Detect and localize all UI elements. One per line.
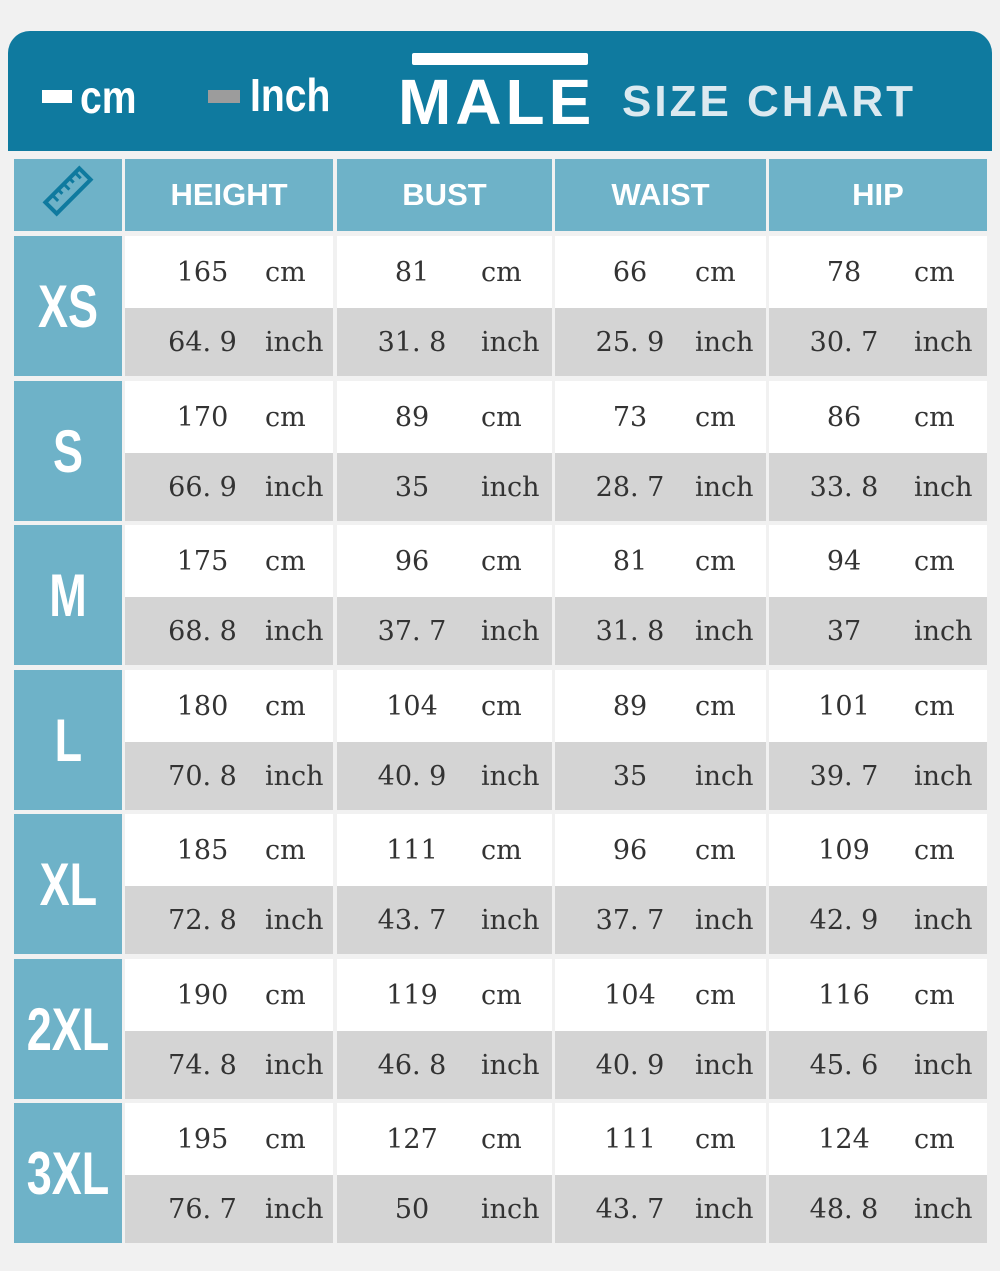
- measurement-cell-height-cm: [125, 381, 333, 453]
- measurement-cell-waist-inch: [555, 1175, 766, 1243]
- size-label-text: M: [49, 561, 87, 629]
- measurement-value: 104: [386, 690, 438, 722]
- measurement-unit: inch: [481, 471, 540, 503]
- measurement-cell-height-inch: [125, 308, 333, 376]
- measurement-unit: inch: [914, 1193, 973, 1225]
- measurement-unit: cm: [265, 401, 306, 433]
- measurement-unit: inch: [695, 904, 754, 936]
- measurement-cell-bust-cm: [337, 525, 552, 597]
- measurement-unit: inch: [695, 1049, 754, 1081]
- measurement-unit: inch: [481, 1049, 540, 1081]
- measurement-cell-height-cm: [125, 814, 333, 886]
- measurement-cell-hip-cm: [769, 525, 987, 597]
- size-label-text: XL: [39, 850, 97, 918]
- measurement-cell-bust-inch: [337, 1175, 552, 1243]
- measurement-value: 66. 9: [168, 471, 237, 503]
- measurement-cell-bust-inch: [337, 597, 552, 665]
- measurement-cell-hip-cm: [769, 959, 987, 1031]
- measurement-cell-height-cm: [125, 959, 333, 1031]
- measurement-value: 124: [818, 1123, 870, 1155]
- measurement-unit: cm: [695, 1123, 736, 1155]
- measurement-cell-waist-cm: [555, 1103, 766, 1175]
- measurement-unit: inch: [695, 760, 754, 792]
- measurement-unit: inch: [481, 1193, 540, 1225]
- measurement-unit: inch: [914, 615, 973, 647]
- measurement-value: 37: [826, 615, 862, 647]
- measurement-cell-waist-cm: [555, 670, 766, 742]
- measurement-unit: cm: [265, 834, 306, 866]
- measurement-value: 78: [826, 256, 862, 288]
- measurement-value: 94: [826, 545, 862, 577]
- measurement-unit: inch: [914, 471, 973, 503]
- size-label-s: [14, 381, 122, 521]
- measurement-cell-height-cm: [125, 1103, 333, 1175]
- measurement-value: 89: [394, 401, 430, 433]
- measurement-value: 180: [176, 690, 229, 722]
- measurement-cell-waist-cm: [555, 959, 766, 1031]
- measurement-cell-hip-inch: [769, 742, 987, 810]
- measurement-unit: inch: [695, 615, 754, 647]
- measurement-unit: inch: [265, 904, 324, 936]
- size-label-text: 3XL: [26, 1139, 110, 1207]
- measurement-cell-height-inch: [125, 742, 333, 810]
- measurement-unit: cm: [914, 690, 955, 722]
- measurement-value: 28. 7: [595, 471, 665, 503]
- measurement-cell-hip-inch: [769, 597, 987, 665]
- measurement-cell-height-inch: [125, 1175, 333, 1243]
- measurement-value: 31. 8: [595, 615, 665, 647]
- measurement-value: 96: [394, 545, 430, 577]
- measurement-cell-bust-inch: [337, 1031, 552, 1099]
- measurement-value: 111: [604, 1123, 656, 1155]
- measurement-cell-waist-inch: [555, 453, 766, 521]
- size-label-xs: [14, 236, 122, 376]
- measurement-value: 43. 7: [377, 904, 447, 936]
- size-label-l: [14, 670, 122, 810]
- measurement-value: 101: [818, 690, 870, 722]
- measurement-unit: inch: [265, 1049, 324, 1081]
- measurement-unit: cm: [695, 545, 736, 577]
- measurement-cell-height-cm: [125, 525, 333, 597]
- measurement-cell-hip-cm: [769, 381, 987, 453]
- title-size-chart: SIZE CHART: [622, 77, 916, 126]
- measurement-cell-waist-cm: [555, 381, 766, 453]
- measurement-cell-hip-inch: [769, 1031, 987, 1099]
- measurement-value: 195: [176, 1123, 229, 1155]
- measurement-value: 68. 8: [168, 615, 237, 647]
- measurement-value: 35: [394, 471, 430, 503]
- measurement-unit: cm: [265, 545, 306, 577]
- measurement-value: 109: [818, 834, 870, 866]
- measurement-unit: inch: [481, 615, 540, 647]
- inch-legend-label: Inch: [250, 69, 331, 121]
- measurement-unit: cm: [481, 834, 522, 866]
- measurement-value: 86: [826, 401, 862, 433]
- measurement-value: 89: [612, 690, 648, 722]
- measurement-cell-hip-cm: [769, 814, 987, 886]
- measurement-unit: cm: [481, 979, 522, 1011]
- measurement-cell-waist-cm: [555, 236, 766, 308]
- measurement-unit: cm: [914, 1123, 955, 1155]
- measurement-unit: cm: [265, 690, 306, 722]
- measurement-value: 170: [176, 401, 229, 433]
- measurement-value: 119: [386, 979, 438, 1011]
- measurement-unit: cm: [481, 1123, 522, 1155]
- measurement-value: 165: [176, 256, 229, 288]
- measurement-unit: cm: [481, 690, 522, 722]
- measurement-value: 66: [612, 256, 648, 288]
- measurement-cell-waist-inch: [555, 742, 766, 810]
- measurement-unit: inch: [695, 471, 754, 503]
- measurement-unit: inch: [914, 326, 973, 358]
- measurement-unit: inch: [265, 326, 324, 358]
- measurement-unit: cm: [695, 690, 736, 722]
- size-label-text: L: [54, 706, 82, 774]
- measurement-unit: inch: [265, 760, 324, 792]
- measurement-value: 33. 8: [809, 471, 879, 503]
- measurement-cell-bust-cm: [337, 670, 552, 742]
- measurement-value: 72. 8: [168, 904, 237, 936]
- measurement-value: 25. 9: [595, 326, 665, 358]
- inch-swatch: [208, 90, 240, 103]
- measurement-unit: cm: [695, 256, 736, 288]
- measurement-cell-hip-inch: [769, 1175, 987, 1243]
- measurement-unit: cm: [914, 401, 955, 433]
- column-header-height: HEIGHT: [125, 159, 333, 231]
- cm-swatch: [42, 90, 72, 103]
- measurement-cell-bust-inch: [337, 453, 552, 521]
- measurement-value: 64. 9: [168, 326, 237, 358]
- size-label-3xl: [14, 1103, 122, 1243]
- measurement-value: 185: [176, 834, 229, 866]
- measurement-cell-bust-cm: [337, 814, 552, 886]
- measurement-cell-waist-cm: [555, 525, 766, 597]
- measurement-value: 50: [394, 1193, 430, 1225]
- measurement-cell-waist-inch: [555, 1031, 766, 1099]
- column-header-hip: HIP: [769, 159, 987, 231]
- measurement-unit: inch: [695, 326, 754, 358]
- measurement-cell-height-inch: [125, 1031, 333, 1099]
- measurement-cell-waist-inch: [555, 886, 766, 954]
- measurement-unit: inch: [914, 904, 973, 936]
- column-header-bust: BUST: [337, 159, 552, 231]
- measurement-cell-hip-inch: [769, 453, 987, 521]
- measurement-value: 104: [604, 979, 656, 1011]
- ruler-icon-cell: [14, 159, 122, 231]
- measurement-unit: inch: [914, 1049, 973, 1081]
- measurement-value: 127: [386, 1123, 438, 1155]
- measurement-value: 39. 7: [809, 760, 879, 792]
- measurement-unit: cm: [695, 979, 736, 1011]
- measurement-unit: cm: [265, 979, 306, 1011]
- measurement-value: 37. 7: [595, 904, 665, 936]
- measurement-cell-hip-cm: [769, 670, 987, 742]
- size-label-2xl: [14, 959, 122, 1099]
- measurement-unit: inch: [265, 615, 324, 647]
- measurement-cell-height-inch: [125, 886, 333, 954]
- measurement-value: 45. 6: [809, 1049, 879, 1081]
- measurement-value: 81: [394, 256, 430, 288]
- measurement-unit: inch: [914, 760, 973, 792]
- measurement-cell-hip-cm: [769, 236, 987, 308]
- measurement-unit: inch: [265, 471, 324, 503]
- measurement-unit: inch: [695, 1193, 754, 1225]
- measurement-unit: inch: [481, 760, 540, 792]
- measurement-cell-height-cm: [125, 236, 333, 308]
- measurement-value: 74. 8: [168, 1049, 237, 1081]
- column-header-waist: WAIST: [555, 159, 766, 231]
- measurement-unit: cm: [265, 256, 306, 288]
- measurement-cell-waist-cm: [555, 814, 766, 886]
- measurement-unit: cm: [265, 1123, 306, 1155]
- measurement-value: 175: [176, 545, 229, 577]
- size-label-text: XS: [37, 272, 99, 340]
- measurement-value: 40. 9: [595, 1049, 665, 1081]
- measurement-unit: inch: [481, 904, 540, 936]
- measurement-cell-hip-cm: [769, 1103, 987, 1175]
- measurement-cell-bust-cm: [337, 236, 552, 308]
- measurement-value: 46. 8: [377, 1049, 447, 1081]
- measurement-cell-height-inch: [125, 453, 333, 521]
- measurement-cell-hip-inch: [769, 308, 987, 376]
- measurement-cell-bust-inch: [337, 742, 552, 810]
- measurement-unit: cm: [695, 401, 736, 433]
- measurement-cell-waist-inch: [555, 597, 766, 665]
- measurement-cell-bust-cm: [337, 959, 552, 1031]
- measurement-unit: inch: [481, 326, 540, 358]
- measurement-value: 35: [612, 760, 648, 792]
- measurement-value: 42. 9: [809, 904, 879, 936]
- measurement-value: 81: [612, 545, 648, 577]
- measurement-value: 40. 9: [377, 760, 447, 792]
- size-label-text: S: [52, 417, 84, 485]
- ruler-icon: [40, 163, 96, 227]
- measurement-unit: cm: [695, 834, 736, 866]
- measurement-unit: cm: [914, 256, 955, 288]
- measurement-unit: inch: [265, 1193, 324, 1225]
- measurement-cell-bust-cm: [337, 1103, 552, 1175]
- measurement-cell-hip-inch: [769, 886, 987, 954]
- measurement-cell-height-inch: [125, 597, 333, 665]
- measurement-value: 111: [386, 834, 438, 866]
- measurement-value: 31. 8: [377, 326, 447, 358]
- size-label-text: 2XL: [26, 995, 110, 1063]
- title-male: MALE: [398, 66, 596, 138]
- measurement-value: 116: [818, 979, 870, 1011]
- measurement-value: 73: [612, 401, 648, 433]
- measurement-value: 76. 7: [168, 1193, 237, 1225]
- measurement-value: 30. 7: [809, 326, 879, 358]
- cm-legend-label: cm: [80, 71, 137, 123]
- measurement-unit: cm: [914, 834, 955, 866]
- measurement-value: 190: [176, 979, 229, 1011]
- measurement-cell-height-cm: [125, 670, 333, 742]
- measurement-cell-bust-inch: [337, 886, 552, 954]
- measurement-unit: cm: [481, 545, 522, 577]
- size-label-xl: [14, 814, 122, 954]
- measurement-unit: cm: [481, 401, 522, 433]
- measurement-cell-bust-cm: [337, 381, 552, 453]
- measurement-cell-bust-inch: [337, 308, 552, 376]
- measurement-value: 43. 7: [595, 1193, 665, 1225]
- measurement-value: 48. 8: [809, 1193, 879, 1225]
- title-decoration-bar: [412, 53, 588, 65]
- measurement-unit: cm: [914, 979, 955, 1011]
- size-label-m: [14, 525, 122, 665]
- measurement-value: 96: [612, 834, 648, 866]
- measurement-unit: cm: [481, 256, 522, 288]
- measurement-cell-waist-inch: [555, 308, 766, 376]
- measurement-value: 37. 7: [377, 615, 447, 647]
- measurement-unit: cm: [914, 545, 955, 577]
- measurement-value: 70. 8: [168, 760, 237, 792]
